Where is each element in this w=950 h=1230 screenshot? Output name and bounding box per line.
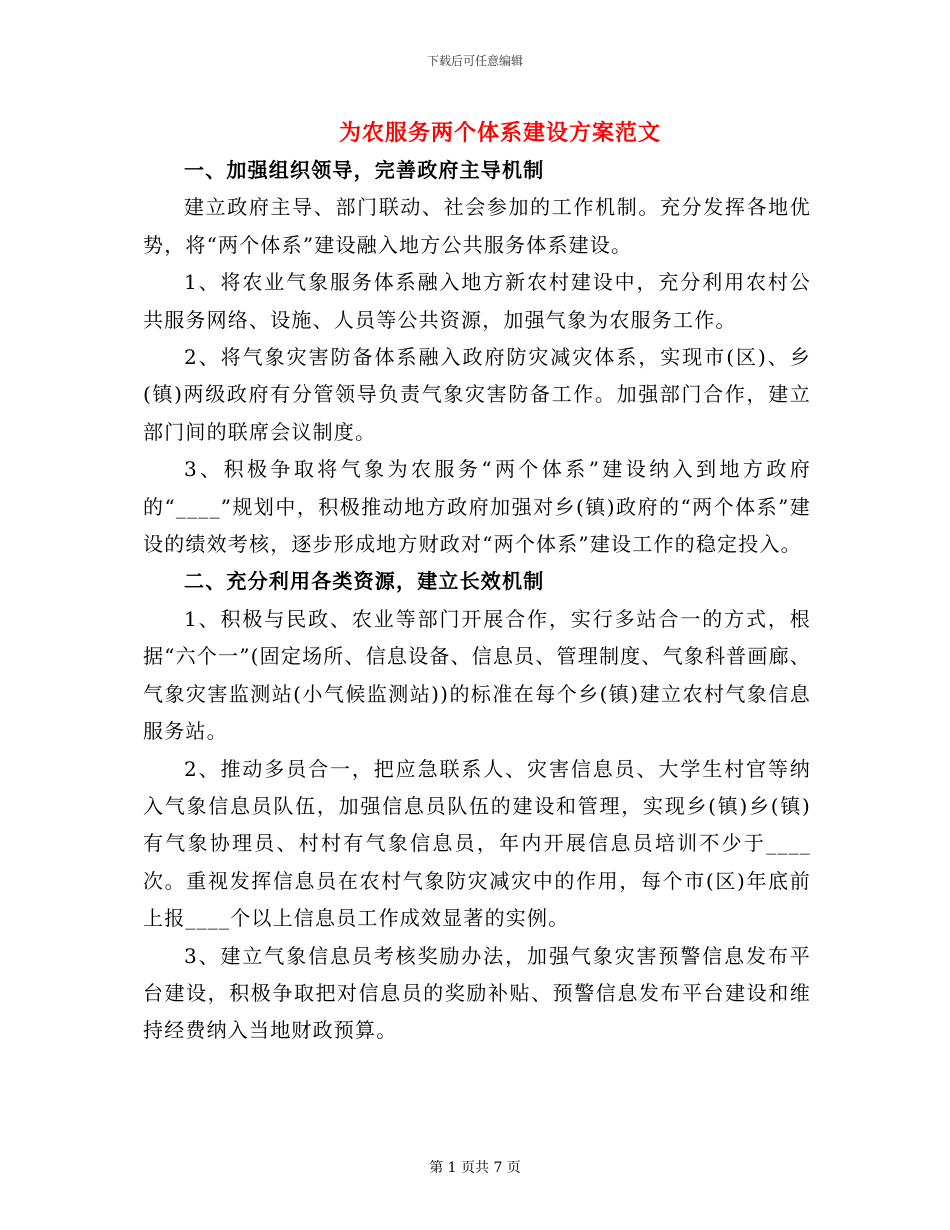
section-1-item-1-paragraph: 1、将农业气象服务体系融入地方新农村建设中，充分利用农村公共服务网络、设施、人员等公共资源，加强气象为农服务工作。 — [143, 270, 811, 332]
section-2-item-1-paragraph: 1、积极与民政、农业等部门开展合作，实行多站合一的方式，根据“六个一”(固定场所、信息设备、信息员、管理制度、气象科普画廊、气象灾害监测站(小气候监测站))的标准在每个乡(镇)建立农村气象信息服务站。 — [143, 606, 811, 744]
document-body — [143, 152, 811, 1050]
section-1-heading: 一、加强组织领导，完善政府主导机制 — [184, 158, 545, 182]
page-header-note: 下载后可任意编辑 — [426, 54, 523, 68]
section-2-item-2-paragraph: 2、推动多员合一，把应急联系人、灾害信息员、大学生村官等纳入气象信息员队伍，加强信息员队伍的建设和管理，实现乡(镇)乡(镇)有气象协理员、村村有气象信息员，年内开展信息员培训不少于____次。重视发挥信息员在农村气象防灾减灾中的作用，每个市(区)年底前上报____个以上信息员工作成效显著的实例。 — [143, 756, 811, 931]
document-title: 为农服务两个体系建设方案范文 — [338, 121, 661, 146]
section-1-item-2-paragraph: 2、将气象灾害防备体系融入政府防灾减灾体系，实现市(区)、乡(镇)两级政府有分管领导负责气象灾害防备工作。加强部门合作，建立部门间的联席会议制度。 — [143, 345, 811, 444]
section-2-heading: 二、充分利用各类资源，建立长效机制 — [184, 569, 545, 594]
section-1-intro-paragraph: 建立政府主导、部门联动、社会参加的工作机制。充分发挥各地优势，将“两个体系”建设融入地方公共服务体系建设。 — [143, 195, 811, 257]
section-2-item-3-paragraph: 3、建立气象信息员考核奖励办法，加强气象灾害预警信息发布平台建设，积极争取把对信息员的奖励补贴、预警信息发布平台建设和维持经费纳入当地财政预算。 — [143, 943, 811, 1043]
section-1-item-3-paragraph: 3、积极争取将气象为农服务“两个体系”建设纳入到地方政府的“____”规划中，积极推动地方政府加强对乡(镇)政府的“两个体系”建设的绩效考核，逐步形成地方财政对“两个体系”建设工作的稳定投入。 — [143, 457, 811, 557]
page-number-footer: 第 1 页共 7 页 — [429, 1160, 521, 1176]
